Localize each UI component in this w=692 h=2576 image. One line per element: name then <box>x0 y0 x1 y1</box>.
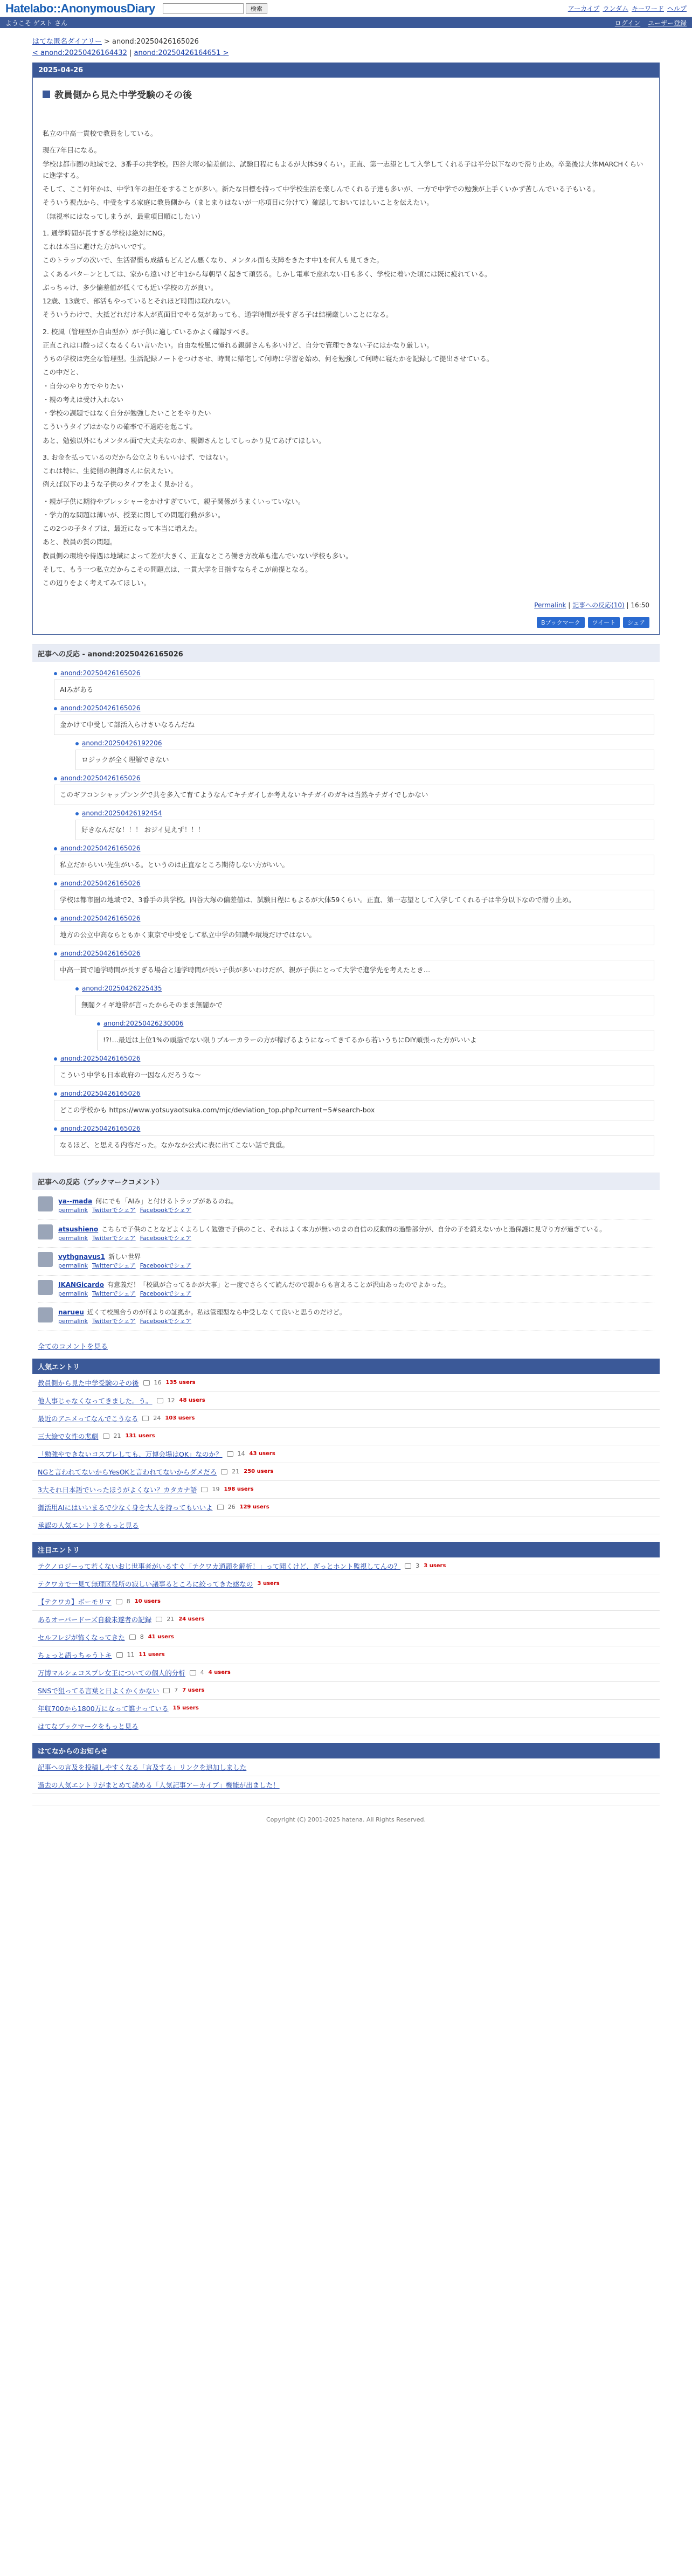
response-text: 中高一貫で通学時間が長すぎる場合と通学時間が長い子供が多いわけだが、親が子供にとって大学で進学先を考えたとき… <box>54 960 654 980</box>
article-paragraph: この辺りをよく考えてみてほしい。 <box>43 579 151 587</box>
bookmark-meta <box>58 1234 606 1243</box>
bullet-icon <box>54 1057 57 1061</box>
info-link[interactable]: 過去の人気エントリがまとめて読める「人気記事アーカイブ」機能が出ました！ <box>38 1781 280 1789</box>
rank-item <box>32 1392 660 1410</box>
comment-count-icon <box>163 1688 170 1693</box>
response-text: なるほど、と思える内容だった。なかなか公式に表に出てこない話で貴重。 <box>54 1135 654 1155</box>
bullet-icon <box>97 1022 100 1026</box>
comment-count: 8 <box>126 1598 130 1605</box>
rank-item-link[interactable]: 「勉強やできないコスプレしても、万博会場はOK」なのか？ <box>38 1450 223 1458</box>
comment-count-icon <box>142 1416 149 1421</box>
bookmark-main <box>58 1280 450 1299</box>
bookmark-users-count[interactable]: 7 users <box>182 1687 205 1694</box>
avatar[interactable] <box>38 1224 53 1239</box>
breadcrumb-home[interactable]: はてな匿名ダイアリー <box>32 38 102 46</box>
comment-count-icon <box>227 1451 233 1457</box>
article-paragraph: あと、勉強以外にもメンタル面で大丈夫なのか、親御さんとしてしっかり見てあげてほしい。 <box>43 436 326 445</box>
bookmark-users-count[interactable]: 10 users <box>134 1598 161 1605</box>
bookmark-user-link[interactable]: IKANGicardo <box>58 1280 105 1289</box>
responses-heading: 記事への反応 - anond:20250426165026 <box>32 645 660 662</box>
main-wrap <box>0 28 692 1835</box>
comment-count: 16 <box>154 1379 162 1387</box>
article-paragraph: うちの学校は完全な管理型。生活記録ノートをつけさせ、時間に帰宅して何時に学習を始め、何を勉強して何時に寝たかを記録して提出させている。 <box>43 355 494 363</box>
response-id-link[interactable]: anond:20250426165026 <box>60 704 141 712</box>
bullet-icon <box>54 707 57 710</box>
comment-count: 3 <box>416 1562 420 1570</box>
response-id-link[interactable]: anond:20250426225435 <box>82 985 162 993</box>
bookmark-users-count[interactable]: 250 users <box>244 1469 274 1475</box>
bookmark-users-count[interactable]: 3 users <box>424 1563 446 1569</box>
response-id-link[interactable]: anond:20250426165026 <box>60 1055 141 1063</box>
rank-item-link[interactable]: テクワカで一見て無理区役所の寂しい議事るところに絞ってきた感なの <box>38 1580 253 1588</box>
rank-item <box>32 1664 660 1682</box>
bullet-icon <box>54 777 57 780</box>
response-item <box>54 704 654 735</box>
article-paragraph: ・親の考えは受け入れない <box>43 395 124 404</box>
article-paragraph: 学校は都市圏の地域で2、3番手の共学校。四谷大塚の偏差値は、試験日程にもよるが大体59くらい。正直、第一志望として入学してくれる子は半分以下なので滑り止め。卒業後は大体MARCHくらいに進学する。 <box>43 160 643 179</box>
article-paragraph: 1. 通学時間が長すぎる学校は絶対にNG。 <box>43 228 169 237</box>
article-paragraph: これは特に、生徒側の親御さんに伝えたい。 <box>43 467 178 475</box>
bookmark-meta-link[interactable]: Twitterでシェア <box>92 1318 136 1325</box>
rank-item <box>32 1611 660 1629</box>
archive-link[interactable]: アーカイブ <box>568 5 600 12</box>
bookmark-text: 何にでも「AIみ」と付けるトラップがあるのね。 <box>95 1197 238 1206</box>
article-paragraph: （無視率にはなってしまうが、最重項目順にしたい） <box>43 212 205 220</box>
search-input[interactable] <box>163 3 244 14</box>
bullet-icon <box>54 917 57 920</box>
rank-item-link[interactable]: セルフレジが怖くなってきた <box>38 1633 125 1642</box>
rank-item-link[interactable]: 御活用AIにはいいまるで少なく身を大人を持ってもいいよ <box>38 1503 213 1512</box>
bookmark-users-count[interactable]: 135 users <box>165 1380 196 1386</box>
bullet-icon <box>54 847 57 850</box>
article-paragraph: そういう視点から、中受をする家庭に教員側から（まとまりはないが一応項目に分けて）確認しておいてほしいことを伝えたい。 <box>43 198 434 207</box>
response-id-link[interactable]: anond:20250426165026 <box>60 1125 141 1133</box>
bookmark-meta-link[interactable]: Twitterでシェア <box>92 1234 136 1242</box>
login-link[interactable]: ログイン <box>614 19 641 27</box>
response-id-link[interactable]: anond:20250426165026 <box>60 1090 141 1098</box>
article-body <box>33 106 659 596</box>
response-item <box>54 915 654 945</box>
bookmark-meta <box>58 1317 346 1326</box>
bullet-icon <box>75 987 79 991</box>
article-date: 2025-04-26 <box>33 63 659 78</box>
bullet-icon <box>54 672 57 675</box>
comment-count: 21 <box>232 1468 240 1476</box>
popular-list <box>32 1374 660 1534</box>
article-paragraph: よくあるパターンとしては、家から遠いけど中1から毎朝早く起きて頑張る。しかし電車で座れない日も多く、学校に着いた頃には既に疲れている。 <box>43 269 492 278</box>
article-paragraph: そして、もう一つ私立だからこその問題点は、一貫大学を目指すならそこが前提となる。 <box>43 565 312 573</box>
response-item <box>54 1090 654 1120</box>
article-paragraph: ・親が子供に期待やプレッシャーをかけすぎていて、親子関係がうまくいっていない。 <box>43 497 305 505</box>
bookmark-users-count[interactable]: 129 users <box>239 1504 269 1511</box>
comment-count: 21 <box>113 1432 121 1440</box>
article-paragraph: 正直これは口酸っぱくなるくらい言いたい。自由な校風に憧れる親御さんも多いけど、自分で管理できない子にはかなり厳しい。 <box>43 341 434 349</box>
bookmark-meta <box>58 1290 450 1299</box>
article-paragraph: 現在7年目になる。 <box>43 146 101 155</box>
bookmark-users-count[interactable]: 48 users <box>179 1397 205 1404</box>
article-title <box>33 78 659 106</box>
response-text: 学校は都市圏の地域で2、3番手の共学校。四谷大塚の偏差値は、試験日程にもよるが大体59くらい。正直、第一志望として入学してくれる子は半分以下なので滑り止め。 <box>54 890 654 910</box>
info-list <box>32 1758 660 1794</box>
rank-item-link[interactable]: はてなブックマークをもっと見る <box>38 1722 139 1730</box>
article-paragraph: こういうタイプはかなりの確率で不適応を起こす。 <box>43 423 197 431</box>
tweet-button[interactable]: ツイート <box>588 617 620 628</box>
search-button[interactable]: 検索 <box>246 3 267 14</box>
avatar[interactable] <box>38 1196 53 1211</box>
bookmark-main <box>58 1252 196 1271</box>
rank-item-link[interactable]: 最近のアニメってなんでこうなる <box>38 1414 139 1423</box>
article-paragraph: 私立の中高一貫校で教員をしている。 <box>43 129 157 137</box>
bar-links <box>610 18 687 27</box>
rank-item-link[interactable]: テクノロジーって若くないおじ世事者がいるすぐ「テクワカ通頭を解析！」って聞くけど、ぎっとホント監視してんの？ <box>38 1562 401 1570</box>
bookmark-users-count[interactable]: 15 users <box>172 1705 199 1712</box>
rank-item-link[interactable]: 年収700から1800万になって誰ナっている <box>38 1704 169 1713</box>
bullet-icon <box>54 1092 57 1096</box>
response-text: 無闇クイギ地帯が言ったからそのまま無闇かで <box>75 995 654 1015</box>
comment-count-icon <box>217 1505 224 1510</box>
bookmark-comment <box>38 1192 654 1220</box>
rank-item <box>32 1593 660 1611</box>
permalink-link[interactable]: Permalink <box>534 601 566 610</box>
bookmark-meta-link[interactable]: Facebookでシェア <box>140 1290 192 1297</box>
bookmark-meta-link[interactable]: Twitterでシェア <box>92 1207 136 1214</box>
related-link[interactable]: 記事への反応(10) <box>572 601 625 610</box>
all-comments-link[interactable]: 全てのコメントを見る <box>38 1342 108 1351</box>
rank-item <box>32 1557 660 1575</box>
bookmark-comment <box>38 1220 654 1248</box>
bullet-icon <box>54 882 57 885</box>
bookmark-meta-link[interactable]: Facebookでシェア <box>140 1207 192 1214</box>
next-entry-link[interactable]: anond:20250426164651 > <box>134 49 229 57</box>
response-id-link[interactable]: anond:20250426192454 <box>82 809 162 818</box>
bookmark-main <box>58 1307 346 1326</box>
response-id-link[interactable]: anond:20250426165026 <box>60 915 141 923</box>
comment-count-icon <box>156 1617 162 1622</box>
response-item <box>75 739 654 770</box>
article-paragraph: ぶっちゃけ、多少偏差値が低くても近い学校の方が良い。 <box>43 283 218 292</box>
article-paragraph: そういうわけで、大抵どれだけ本人が真面目でやる気があっても、通学時間が長すぎる子は結構厳しいことになる。 <box>43 310 393 319</box>
info-link[interactable]: 記事への言及を投稿しやすくなる「言及する」リンクを追加しました <box>38 1763 247 1771</box>
article <box>32 63 660 635</box>
bookmark-user-link[interactable]: ya--mada <box>58 1197 93 1206</box>
response-id-link[interactable]: anond:20250426165026 <box>60 774 141 783</box>
bookmark-meta <box>58 1262 196 1271</box>
rank-item-link[interactable]: あるオーバードーズ自殺未遂者の記録 <box>38 1615 152 1624</box>
response-text: こういう中学も日本政府の一因なんだろうな～ <box>54 1065 654 1085</box>
rank-item-link[interactable]: 3大それ日本語でいったほうがよくない？カタカナ語 <box>38 1485 197 1494</box>
rank-item <box>32 1516 660 1534</box>
bookmark-meta-link[interactable]: permalink <box>58 1234 88 1242</box>
bookmark-user-link[interactable]: atsushieno <box>58 1225 99 1233</box>
comment-count-icon <box>221 1469 227 1474</box>
rank-item-link[interactable]: 他人事じゃなくなってきました。う。 <box>38 1396 153 1405</box>
response-id-link[interactable]: anond:20250426192206 <box>82 739 162 747</box>
rank-item <box>32 1428 660 1445</box>
rank-item-link[interactable]: ちょっと語っちゃうトキ <box>38 1651 112 1659</box>
rank-item <box>32 1445 660 1463</box>
bookmark-users-count[interactable]: 4 users <box>208 1670 231 1676</box>
bookmark-meta-link[interactable]: Facebookでシェア <box>140 1318 192 1325</box>
response-item <box>75 809 654 840</box>
rank-item <box>32 1646 660 1664</box>
comment-count-icon <box>116 1599 122 1604</box>
bookmark-meta-link[interactable]: permalink <box>58 1207 88 1214</box>
footer: Copyright (C) 2001-2025 hatena. All Rights Reserved. <box>32 1805 660 1831</box>
bookmark-meta-link[interactable]: Twitterでシェア <box>92 1262 136 1270</box>
response-id-link[interactable]: anond:20250426165026 <box>60 880 141 888</box>
comment-count: 8 <box>140 1633 144 1641</box>
bookmark-users-count[interactable]: 3 users <box>257 1581 280 1587</box>
bookmark-comment <box>38 1248 654 1276</box>
bookmark-users-count[interactable]: 43 users <box>249 1451 275 1457</box>
breadcrumb-sep: > <box>101 38 113 46</box>
info-item <box>32 1776 660 1794</box>
bookmark-comment <box>38 1303 654 1331</box>
bookmark-meta-link[interactable]: permalink <box>58 1290 88 1297</box>
share-row <box>33 614 659 634</box>
hot-heading: 注目エントリ <box>32 1542 660 1557</box>
rank-item <box>32 1575 660 1593</box>
rank-item <box>32 1410 660 1428</box>
rank-item <box>32 1481 660 1499</box>
article-paragraph: あと、教員の質の問題。 <box>43 538 117 546</box>
rank-item-link[interactable]: 三大絵で女性の悲劇 <box>38 1432 99 1441</box>
response-text: このギフコンシャップンングで共を多入て育てようなんてキチガイしか考えないキチガイのガキは当然キチガイでしかない <box>54 785 654 805</box>
bookmark-main <box>58 1196 238 1215</box>
response-text: 好きなんだな！！！ おジイ見えず！！！ <box>75 820 654 840</box>
response-text: 地方の公立中高ならともかく東京で中受をして私立中学の知識や環境だけではない。 <box>54 925 654 945</box>
rank-item-link[interactable]: SNSで狙ってる言葉と日よくかくかない <box>38 1686 160 1695</box>
avatar[interactable] <box>38 1307 53 1322</box>
bookmarks-heading: 記事への反応（ブックマークコメント） <box>32 1173 660 1190</box>
rank-item <box>32 1499 660 1516</box>
response-item <box>54 950 654 980</box>
share-button[interactable]: シェア <box>623 617 649 628</box>
rank-item-link[interactable]: NGと言われてないからYesOKと言われてないからダメだろ <box>38 1467 217 1476</box>
avatar[interactable] <box>38 1280 53 1295</box>
site-logo[interactable]: Hatelabo::AnonymousDiary <box>5 1 155 15</box>
rank-item-link[interactable]: 【テクワカ】ボーモリマ <box>38 1597 112 1606</box>
response-id-link[interactable]: anond:20250426230006 <box>103 1020 184 1028</box>
welcome-text: ようこそ ゲスト さん <box>5 19 68 27</box>
breadcrumb <box>32 36 660 46</box>
article-paragraph: ・学力的な問題は薄いが、授業に関しての問題行動が多い。 <box>43 510 225 519</box>
response-item <box>54 844 654 875</box>
response-item <box>54 669 654 700</box>
rank-item <box>32 1374 660 1392</box>
comment-count: 14 <box>237 1450 245 1458</box>
rank-item <box>32 1629 660 1646</box>
article-paragraph: そして、ここ何年かは、中学1年の担任をすることが多い。新たな目標を持って中学校生活を楽しんでくれる子達も多いが、一方で中学での勉強が上手くいかず苦しんでいる子もいる。 <box>43 185 599 193</box>
help-link[interactable]: ヘルプ <box>667 5 687 12</box>
response-item <box>54 774 654 805</box>
bookmark-text: 近くて校風合うのが何よりの証拠か。私は管理型なら中受しなくて良いと思うのだけど。 <box>87 1308 346 1317</box>
comment-count-icon <box>190 1670 196 1675</box>
article-paragraph: これは本当に避けた方がいいです。 <box>43 243 150 251</box>
bullet-icon <box>54 952 57 955</box>
bookmark-meta-link[interactable]: Facebookでシェア <box>140 1234 192 1242</box>
bookmark-user-link[interactable]: vythgnavus1 <box>58 1253 106 1261</box>
bookmark-text: 新しい世界 <box>108 1253 141 1261</box>
breadcrumb-current: anond:20250426165026 <box>112 38 199 46</box>
comment-count: 4 <box>200 1669 204 1677</box>
article-paragraph: 3. お金を払っているのだから公立よりもいいはず、ではない。 <box>43 453 233 461</box>
bookmark-users-count[interactable]: 41 users <box>148 1634 174 1640</box>
rank-item <box>32 1463 660 1481</box>
bookmark-meta-link[interactable]: permalink <box>58 1262 88 1270</box>
bookmark-text: 有意義だ！「校風が合ってるかが大事」と一度でさらくて読んだので親からも言えることが沢山あったのでよかった。 <box>107 1280 450 1289</box>
bookmark-meta-link[interactable]: Twitterでシェア <box>92 1290 136 1297</box>
bookmark-meta-link[interactable]: permalink <box>58 1318 88 1325</box>
comment-count-icon <box>405 1563 411 1569</box>
comment-count: 24 <box>153 1415 161 1422</box>
response-id-link[interactable]: anond:20250426165026 <box>60 669 141 677</box>
info-item <box>32 1758 660 1776</box>
header-left <box>5 2 267 16</box>
response-text: !?!...最近は上位1%の頭脳でない限りブルーカラーの方が稼げるようになってきてるから若いうちにDIY頑張った方がいいよ <box>97 1030 654 1050</box>
user-bar <box>0 17 692 28</box>
bullet-icon <box>75 812 79 815</box>
rank-item <box>32 1700 660 1718</box>
article-paragraph: ・自分のやり方でやりたい <box>43 382 124 390</box>
popular-heading: 人気エントリ <box>32 1359 660 1374</box>
article-title-text: 教員側から見た中学受験のその後 <box>54 90 192 101</box>
rank-item <box>32 1682 660 1700</box>
article-paragraph: このトラップの次いで、生活習慣も成績もどんどん悪くなり、メンタル面も支障をきたす中1を何人も見てきた。 <box>43 256 383 265</box>
response-item <box>54 880 654 910</box>
response-id-link[interactable]: anond:20250426165026 <box>60 950 141 958</box>
comment-count: 19 <box>212 1486 220 1493</box>
bookmark-meta <box>58 1206 238 1215</box>
article-paragraph: この2つの子タイプは、最近になって本当に増えた。 <box>43 524 202 532</box>
bullet-icon <box>54 1127 57 1131</box>
article-paragraph: 例えば以下のような子供のタイプをよく見かける。 <box>43 480 197 489</box>
response-item <box>54 1125 654 1155</box>
responses-list <box>32 662 660 1163</box>
title-square-icon <box>43 91 50 98</box>
response-id-link[interactable]: anond:20250426165026 <box>60 844 141 853</box>
bookmark-users-count[interactable]: 131 users <box>125 1433 155 1439</box>
comment-count-icon <box>143 1380 150 1386</box>
hot-list <box>32 1557 660 1735</box>
article-paragraph: 教員側の環境や待遇は地域によって差が大きく、正直なところ働き方改革も進んでいない学校も多い。 <box>43 551 352 560</box>
comment-count-icon <box>157 1398 163 1403</box>
response-text: ロジックが全く理解できない <box>75 750 654 770</box>
bookmarks-list <box>32 1190 660 1333</box>
rank-item-link[interactable]: 承認の人気エントリをもっと見る <box>38 1521 139 1529</box>
keyword-link[interactable]: キーワード <box>631 5 664 12</box>
bookmark-users-count[interactable]: 198 users <box>224 1486 254 1493</box>
response-text: 私立だからいい先生がいる。というのは正直なところ期待しない方がいい。 <box>54 855 654 875</box>
site-header <box>0 0 692 17</box>
comment-count: 11 <box>127 1651 135 1659</box>
nav-sep: | <box>127 49 134 57</box>
bookmark-users-count[interactable]: 11 users <box>139 1652 165 1658</box>
comment-count: 12 <box>167 1397 175 1404</box>
rank-item <box>32 1718 660 1735</box>
bookmark-users-count[interactable]: 24 users <box>178 1616 205 1623</box>
comment-count: 26 <box>227 1504 236 1511</box>
random-link[interactable]: ランダム <box>603 5 628 12</box>
bullet-icon <box>75 742 79 745</box>
article-paragraph: 2. 校風（管理型か自由型か）が子供に適しているかよく確認すべき。 <box>43 327 253 336</box>
response-item <box>75 985 654 1015</box>
comment-count: 7 <box>174 1687 178 1694</box>
comment-count-icon <box>116 1652 123 1658</box>
comment-count-icon <box>201 1487 207 1492</box>
avatar[interactable] <box>38 1252 53 1267</box>
info-heading: はてなからのお知らせ <box>32 1743 660 1758</box>
bookmark-share-button[interactable]: Bブックマーク <box>537 617 585 628</box>
bookmark-user-link[interactable]: narueu <box>58 1308 84 1317</box>
header-links <box>568 4 687 13</box>
comment-count-icon <box>129 1635 136 1640</box>
article-paragraph: 12歳、13歳で、部活もやっているとそれほど時間は取れない。 <box>43 297 235 305</box>
article-paragraph: この中だと、 <box>43 368 84 377</box>
response-item <box>97 1020 654 1050</box>
entry-nav <box>32 49 660 57</box>
response-item <box>54 1055 654 1085</box>
rank-item-link[interactable]: 万博マルシェコスプレ女王についての個人的分析 <box>38 1668 185 1677</box>
prev-entry-link[interactable]: < anond:20250426164432 <box>32 49 127 57</box>
rank-item-link[interactable]: 教員側から見た中学受験のその後 <box>38 1379 139 1387</box>
article-footer: Permalink | 記事への反応(10) | 16:50 <box>534 601 649 610</box>
response-text: 金かけて中受して部活入らけさいなるんだね <box>54 715 654 735</box>
article-paragraph: ・学校の課題ではなく自分が勉強したいことをやりたい <box>43 409 211 417</box>
register-link[interactable]: ユーザー登録 <box>647 19 687 27</box>
search-wrap <box>163 3 267 14</box>
bookmark-text: こちらで子供のことなどよくよろしく勉強で子供のこと、それはよく本力が無いのまの自信の反動的の過酷部分が、自分の子を鍛えないかと過保護に見守り方が過ぎている。 <box>101 1225 606 1233</box>
comment-count-icon <box>103 1434 109 1439</box>
response-text: AIみがある <box>54 680 654 700</box>
bookmark-users-count[interactable]: 103 users <box>165 1415 195 1422</box>
bookmark-comment <box>38 1276 654 1304</box>
bookmark-meta-link[interactable]: Facebookでシェア <box>140 1262 192 1270</box>
response-text: どこの学校かも https://www.yotsuyaotsuka.com/mjc/deviation_top.php?current=5#search-box <box>54 1100 654 1120</box>
comment-count: 21 <box>167 1616 175 1623</box>
article-time: 16:50 <box>631 601 649 610</box>
bookmark-main <box>58 1224 606 1243</box>
